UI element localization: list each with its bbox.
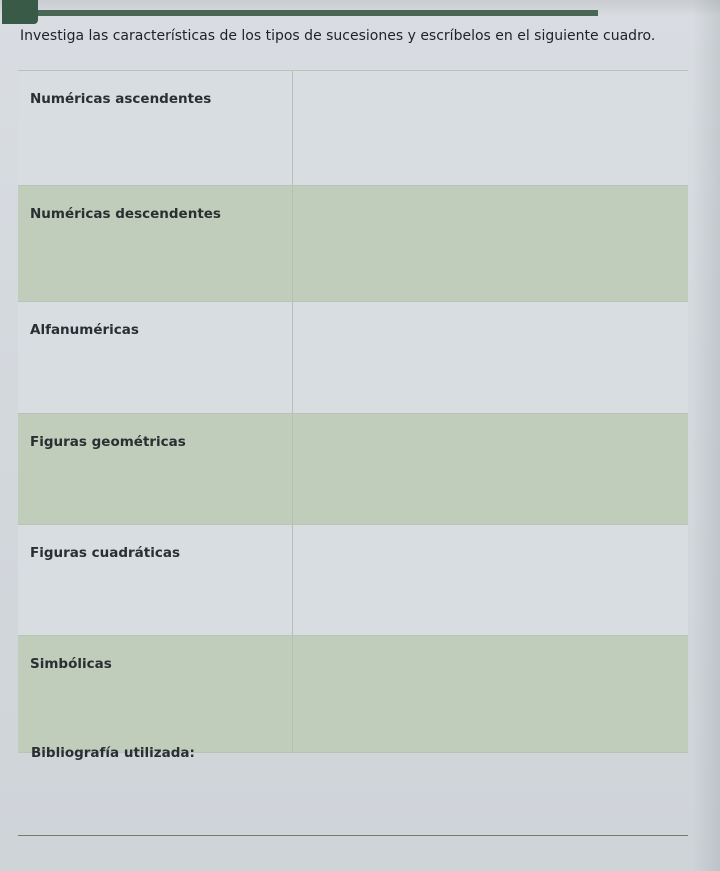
answer-cell[interactable] [293,71,688,185]
table-row-symbolic [18,635,688,752]
row-label: Figuras geométricas [18,414,293,524]
row-label: Numéricas descendentes [18,186,293,301]
answer-cell[interactable] [293,302,688,413]
row-label: Simbólicas [18,636,293,752]
row-label: Figuras cuadráticas [18,525,293,635]
answer-cell[interactable] [293,525,688,635]
section-header-bar [38,10,598,16]
instruction-text: Investiga las características de los tipos de sucesiones y escríbelos en el siguiente cuadro. [20,28,656,44]
page-edge-shadow [692,0,720,871]
section-tab-marker [2,0,38,24]
row-label: Alfanuméricas [18,302,293,413]
row-label: Numéricas ascendentes [18,71,293,185]
answer-cell[interactable] [293,186,688,301]
table-row-ascending [18,70,688,185]
answer-cell[interactable] [293,414,688,524]
table-row-quadratic-figures [18,524,688,635]
bibliography-label: Bibliografía utilizada: [31,745,195,761]
answer-cell[interactable] [293,636,688,752]
bibliography-section[interactable] [18,745,688,836]
table-row-alphanumeric [18,301,688,413]
table-row-geometric-figures [18,413,688,524]
table-row-descending [18,185,688,301]
sequence-types-table [18,70,688,836]
